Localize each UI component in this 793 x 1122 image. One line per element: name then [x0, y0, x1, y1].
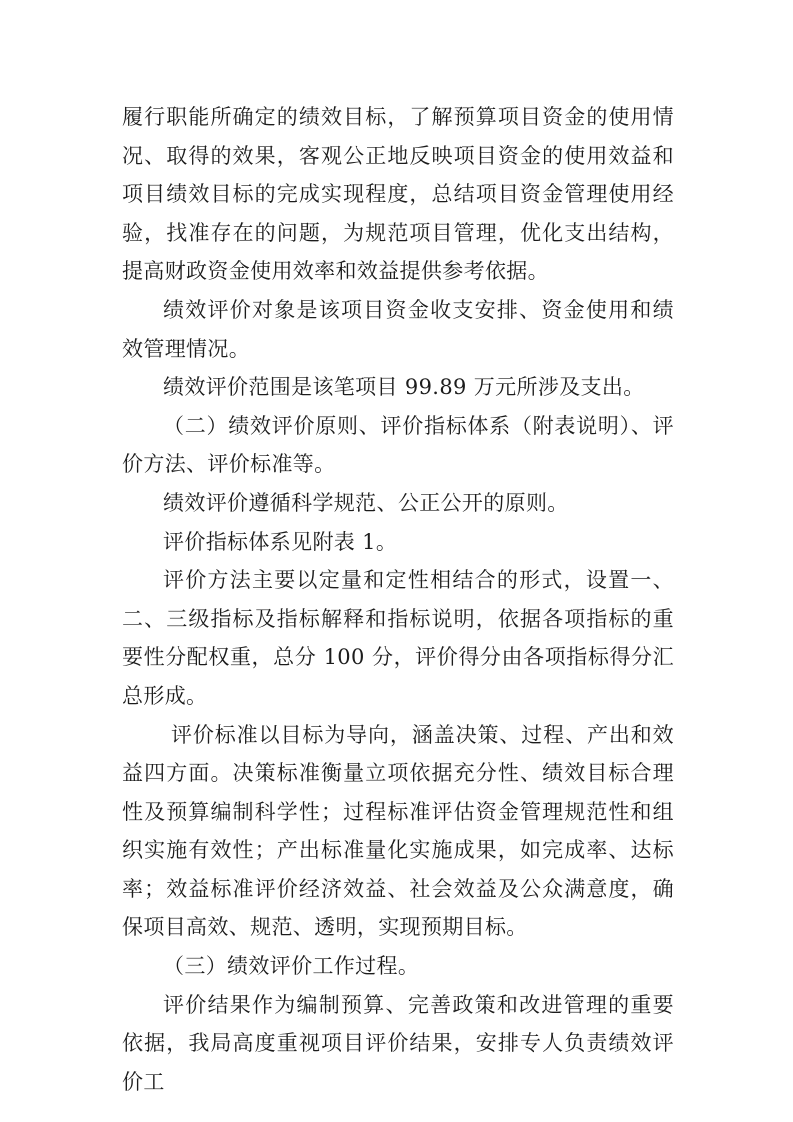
paragraph-principles: 绩效评价遵循科学规范、公正公开的原则。 [163, 490, 569, 515]
section-heading-principles: （二）绩效评价原则、评价指标体系（附表说明）、评价方法、评价标准等。 [122, 413, 674, 477]
document-body [122, 98, 674, 1101]
paragraph-indicator-system: 评价指标体系见附表 1。 [163, 529, 398, 554]
section-heading-process: （三）绩效评价工作过程。 [163, 954, 420, 979]
paragraph-evaluation-scope: 绩效评价范围是该笔项目 99.89 万元所涉及支出。 [163, 375, 645, 400]
paragraph-evaluation-object: 绩效评价对象是该项目资金收支安排、资金使用和绩效管理情况。 [122, 297, 674, 361]
paragraph-evaluation-standard: 评价标准以目标为导向，涵盖决策、过程、产出和效益四方面。决策标准衡量立项依据充分性、绩效目标合理性及预算编制科学性；过程标准评估资金管理规范性和组织实施有效性；产出标准量化实施成果，如完成率、达标率；效益标准评价经济效益、社会效益及公众满意度，确保项目高效、规范、透明，实现预期目标。 [122, 722, 674, 940]
paragraph-evaluation-method: 评价方法主要以定量和定性相结合的形式，设置一、二、三级指标及指标解释和指标说明，依据各项指标的重要性分配权重，总分 100 分，评价得分由各项指标得分汇总形成。 [122, 568, 674, 708]
paragraph-evaluation-process: 评价结果作为编制预算、完善政策和改进管理的重要依据，我局高度重视项目评价结果，安排专人负责绩效评价工 [122, 992, 674, 1094]
paragraph-purpose-continued: 履行职能所确定的绩效目标，了解预算项目资金的使用情况、取得的效果，客观公正地反映项目资金的使用效益和项目绩效目标的完成实现程度，总结项目资金管理使用经验，找准存在的问题，为规范项目管理，优化支出结构，提高财政资金使用效率和效益提供参考依据。 [122, 105, 674, 284]
